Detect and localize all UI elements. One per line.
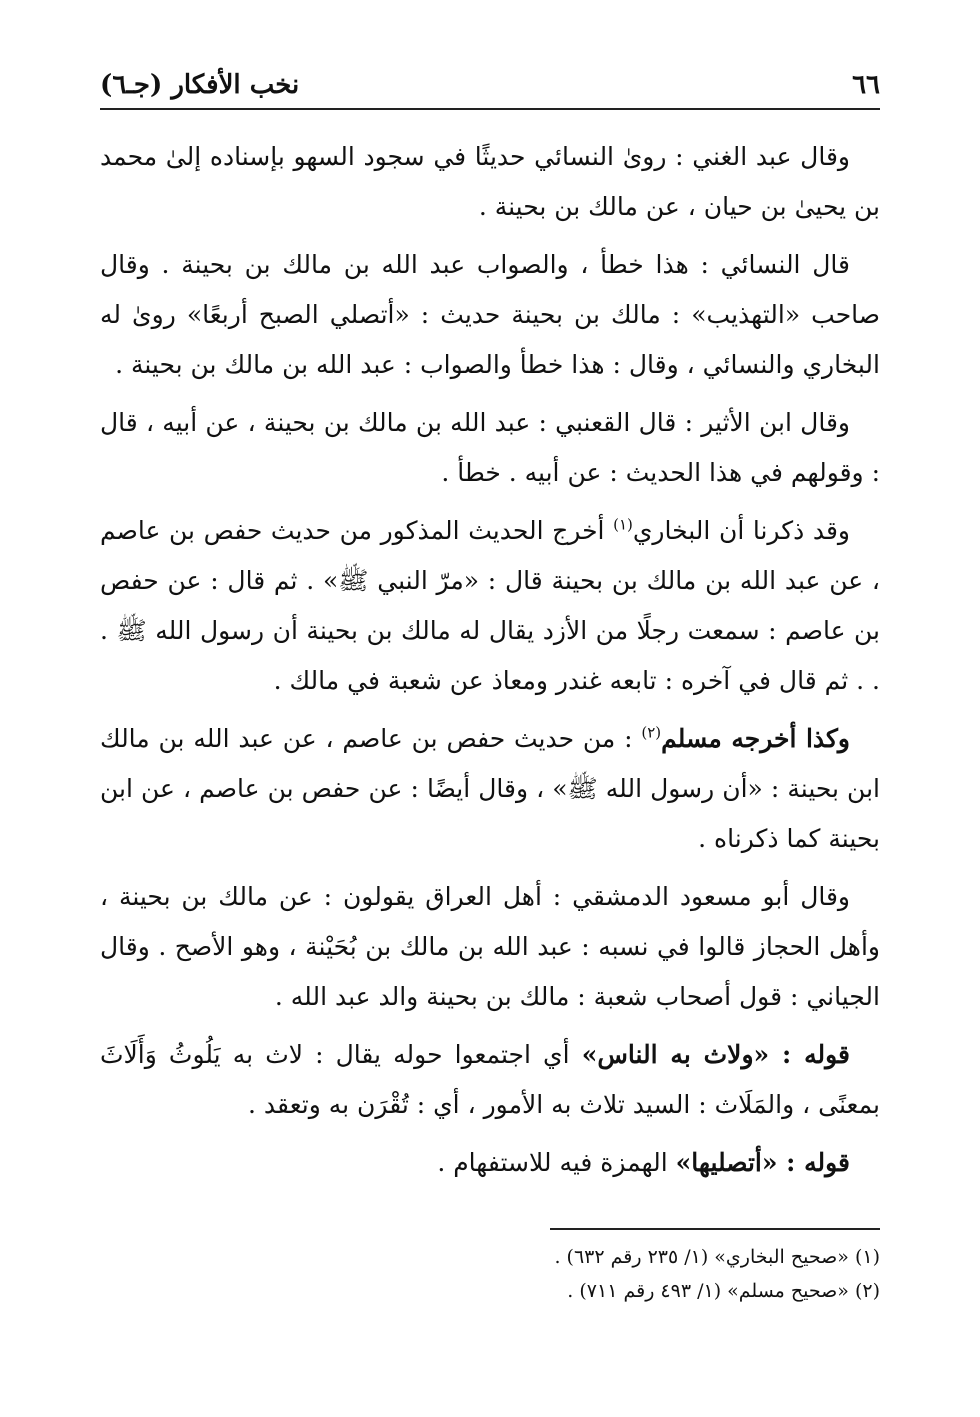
paragraph-text: الهمزة فيه للاستفهام .	[437, 1148, 676, 1177]
paragraph: وقال عبد الغني : روىٰ النسائي حديثًا في سجود السهو بإسناده إلىٰ محمد بن يحيىٰ بن حيان ، عن مالك بن بحينة .	[100, 142, 880, 221]
footnote: (٢) «صحيح مسلم» (١/ ٤٩٣ رقم ٧١١) .	[567, 1280, 880, 1302]
footnote-divider	[550, 1228, 880, 1230]
paragraph-text: وقد ذكرنا أن البخاري	[632, 516, 851, 545]
bold-lead: قوله : «أتصليها»	[675, 1148, 850, 1177]
footnote-ref: (١)	[613, 515, 633, 534]
paragraph	[100, 1030, 880, 1130]
footnotes	[100, 1240, 880, 1308]
paragraph-text: أي اجتمعوا حوله يقال : لاث به يَلُوثُ وَأَلَاثَ بمعنًى ، والمَلَاث : السيد تلاث به الأمور ، أي : تُقْرَن به وتعقد .	[100, 1040, 880, 1119]
book-page	[100, 62, 880, 1302]
footnote: (١) «صحيح البخاري» (١/ ٢٣٥ رقم ٦٣٢) .	[554, 1246, 880, 1268]
page-header	[100, 62, 880, 110]
paragraph-text: : من حديث حفص بن عاصم ، عن عبد الله بن مالك ابن بحينة : «أن رسول الله ﷺ» ، وقال أيضًا : عن حفص بن عاصم ، عن ابن بحينة كما ذكرناه .	[100, 724, 880, 853]
paragraph	[100, 714, 880, 864]
bold-lead: قوله : «ولاث به الناس»	[581, 1040, 850, 1069]
page-number: ٦٦	[852, 70, 880, 100]
footnote-ref: (٢)	[641, 723, 662, 742]
paragraph-text: أخرج الحديث المذكور من حديث حفص بن عاصم ، عن عبد الله بن مالك بن بحينة قال : «مرّ النبي ﷺ» . ثم قال : عن حفص بن عاصم : سمعت رجلًا من الأزد يقال له مالك بن بحينة أن رسول الله ﷺ . . . ثم قال في آخره : تابعه غندر ومعاذ عن شعبة في مالك .	[100, 516, 880, 695]
paragraph: قال النسائي : هذا خطأ ، والصواب عبد الله بن مالك بن بحينة . وقال صاحب «التهذيب» : مالك بن بحينة حديث : «أتصلي الصبح أربعًا» روىٰ له البخاري والنسائي ، وقال : هذا خطأ والصواب : عبد الله بن مالك بن بحينة .	[100, 250, 880, 379]
paragraph: وقال أبو مسعود الدمشقي : أهل العراق يقولون : عن مالك بن بحينة ، وأهل الحجاز قالوا في نسبه : عبد الله بن مالك بن بُحَيْنة ، وهو الأصح . وقال الجياني : قول أصحاب شعبة : مالك بن بحينة والد عبد الله .	[100, 882, 880, 1011]
running-title: نخب الأفكار (جـ٦)	[100, 70, 300, 100]
paragraph	[100, 1138, 880, 1188]
page-body	[100, 132, 880, 1188]
paragraph	[100, 506, 880, 706]
paragraph: وقال ابن الأثير : قال القعنبي : عبد الله بن مالك بن بحينة ، عن أبيه ، قال : وقولهم في هذا الحديث : عن أبيه . خطأ .	[100, 408, 880, 487]
bold-lead: وكذا أخرجه مسلم	[661, 724, 851, 753]
